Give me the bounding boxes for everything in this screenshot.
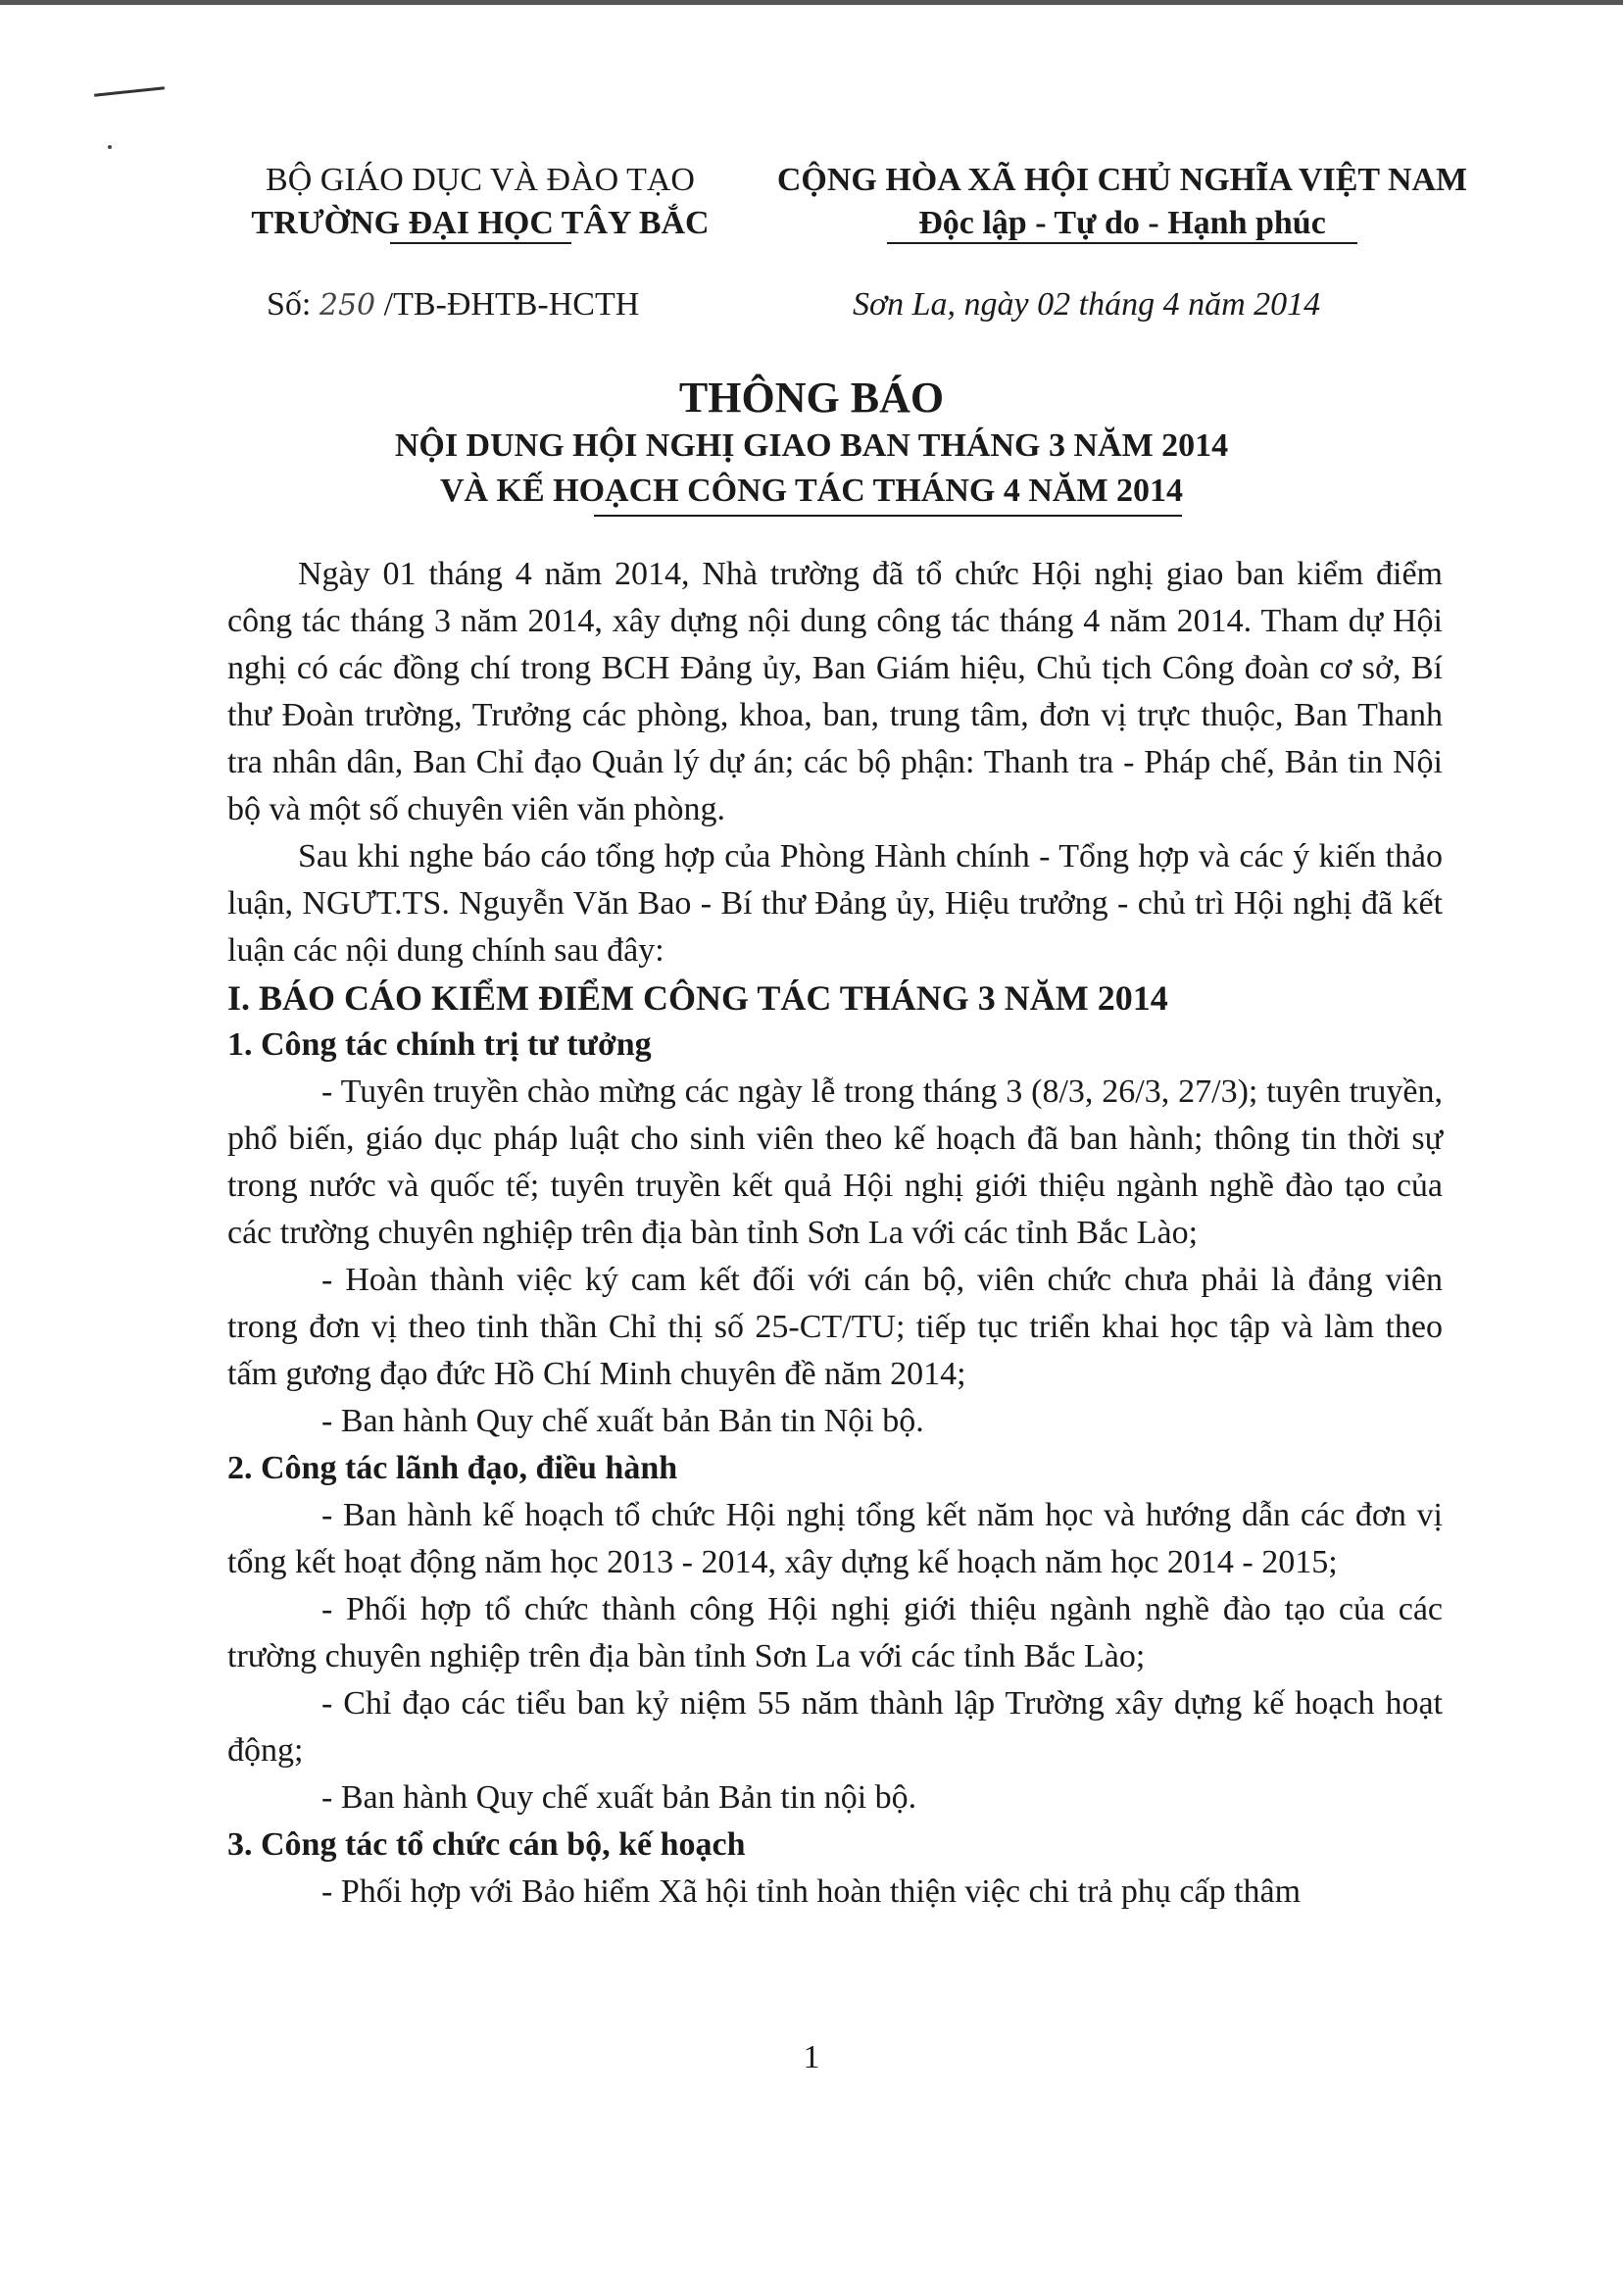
scan-top-edge [0, 0, 1623, 5]
list-item: - Ban hành Quy chế xuất bản Bản tin nội bộ. [321, 1779, 917, 1816]
republic-name: CỘNG HÒA XÃ HỘI CHỦ NGHĨA VIỆT NAM [776, 162, 1468, 198]
title-underline [594, 515, 1182, 517]
document-number [267, 286, 639, 324]
list-item: - Phối hợp tổ chức thành công Hội nghị giới thiệu ngành nghề đào tạo của các trường chuyên nghiệp trên địa bàn tỉnh Sơn La với các tỉnh Bắc Lào; [227, 1591, 1443, 1674]
conclusion-paragraph: Sau khi nghe báo cáo tổng hợp của Phòng Hành chính - Tổng hợp và các ý kiến thảo luận, NGƯT.TS. Nguyễn Văn Bao - Bí thư Đảng ủy, Hiệu trưởng - chủ trì Hội nghị đã kết luận các nội dung chính sau đây: [227, 838, 1443, 969]
intro-paragraph: Ngày 01 tháng 4 năm 2014, Nhà trường đã tổ chức Hội nghị giao ban kiểm điểm công tác tháng 3 năm 2014, xây dựng nội dung công tác tháng 4 năm 2014. Tham dự Hội nghị có các đồng chí trong BCH Đảng ủy, Ban Giám hiệu, Chủ tịch Công đoàn cơ sở, Bí thư Đoàn trường, Trưởng các phòng, khoa, ban, trung tâm, đơn vị trực thuộc, Ban Thanh tra nhân dân, Ban Chỉ đạo Quản lý dự án; các bộ phận: Thanh tra - Pháp chế, Bản tin Nội bộ và một số chuyên viên văn phòng. [227, 556, 1443, 827]
subsection-heading-1: 1. Công tác chính trị tư tưởng [227, 1026, 652, 1063]
handwritten-number: 250 [319, 288, 376, 323]
national-heading [745, 159, 1500, 245]
document-date: Sơn La, ngày 02 tháng 4 năm 2014 [853, 286, 1321, 323]
document-title: THÔNG BÁO [678, 374, 945, 422]
page-number: 1 [803, 2039, 820, 2075]
document-body [227, 551, 1443, 1916]
title-subline-2: VÀ KẾ HOẠCH CÔNG TÁC THÁNG 4 NĂM 2014 [439, 473, 1184, 509]
list-item: - Ban hành Quy chế xuất bản Bản tin Nội bộ. [321, 1403, 924, 1439]
subsection-heading-2: 2. Công tác lãnh đạo, điều hành [227, 1450, 678, 1486]
list-item: - Ban hành kế hoạch tổ chức Hội nghị tổng kết năm học và hướng dẫn các đơn vị tổng kết hoạt động năm học 2013 - 2014, xây dựng kế hoạch năm học 2014 - 2015; [227, 1497, 1443, 1580]
list-item: - Hoàn thành việc ký cam kết đối với cán bộ, viên chức chưa phải là đảng viên trong đơn vị theo tinh thần Chỉ thị số 25-CT/TU; tiếp tục triển khai học tập và làm theo tấm gương đạo đức Hồ Chí Minh chuyên đề năm 2014; [227, 1262, 1443, 1392]
ministry-name: BỘ GIÁO DỤC VÀ ĐÀO TẠO [266, 162, 695, 198]
list-item: - Phối hợp với Bảo hiểm Xã hội tỉnh hoàn thiện việc chi trả phụ cấp thâm [321, 1873, 1302, 1910]
number-suffix: /TB-ĐHTB-HCTH [375, 286, 640, 323]
section-heading-1: I. BÁO CÁO KIỂM ĐIỂM CÔNG TÁC THÁNG 3 NĂM 2014 [227, 978, 1168, 1018]
number-prefix: Số: [267, 286, 320, 323]
title-subline-1: NỘI DUNG HỘI NGHỊ GIAO BAN THÁNG 3 NĂM 2014 [394, 427, 1229, 464]
issuer-block [225, 159, 735, 245]
list-item: - Tuyên truyền chào mừng các ngày lễ trong tháng 3 (8/3, 26/3, 27/3); tuyên truyền, phổ biến, giáo dục pháp luật cho sinh viên theo kế hoạch đã ban hành; thông tin thời sự trong nước và quốc tế; tuyên truyền kết quả Hội nghị giới thiệu ngành nghề đào tạo của các trường chuyên nghiệp trên địa bàn tỉnh Sơn La với các tỉnh Bắc Lào; [227, 1073, 1443, 1251]
scan-dot-mark [108, 145, 112, 149]
scan-pen-mark [94, 86, 165, 97]
school-name: TRƯỜNG ĐẠI HỌC TÂY BẮC [251, 205, 710, 241]
subsection-heading-3: 3. Công tác tổ chức cán bộ, kế hoạch [227, 1826, 746, 1863]
list-item: - Chỉ đạo các tiểu ban kỷ niệm 55 năm thành lập Trường xây dựng kế hoạch hoạt động; [227, 1685, 1443, 1769]
motto-underline [887, 242, 1357, 244]
school-underline [390, 242, 571, 244]
national-motto: Độc lập - Tự do - Hạnh phúc [918, 205, 1326, 241]
